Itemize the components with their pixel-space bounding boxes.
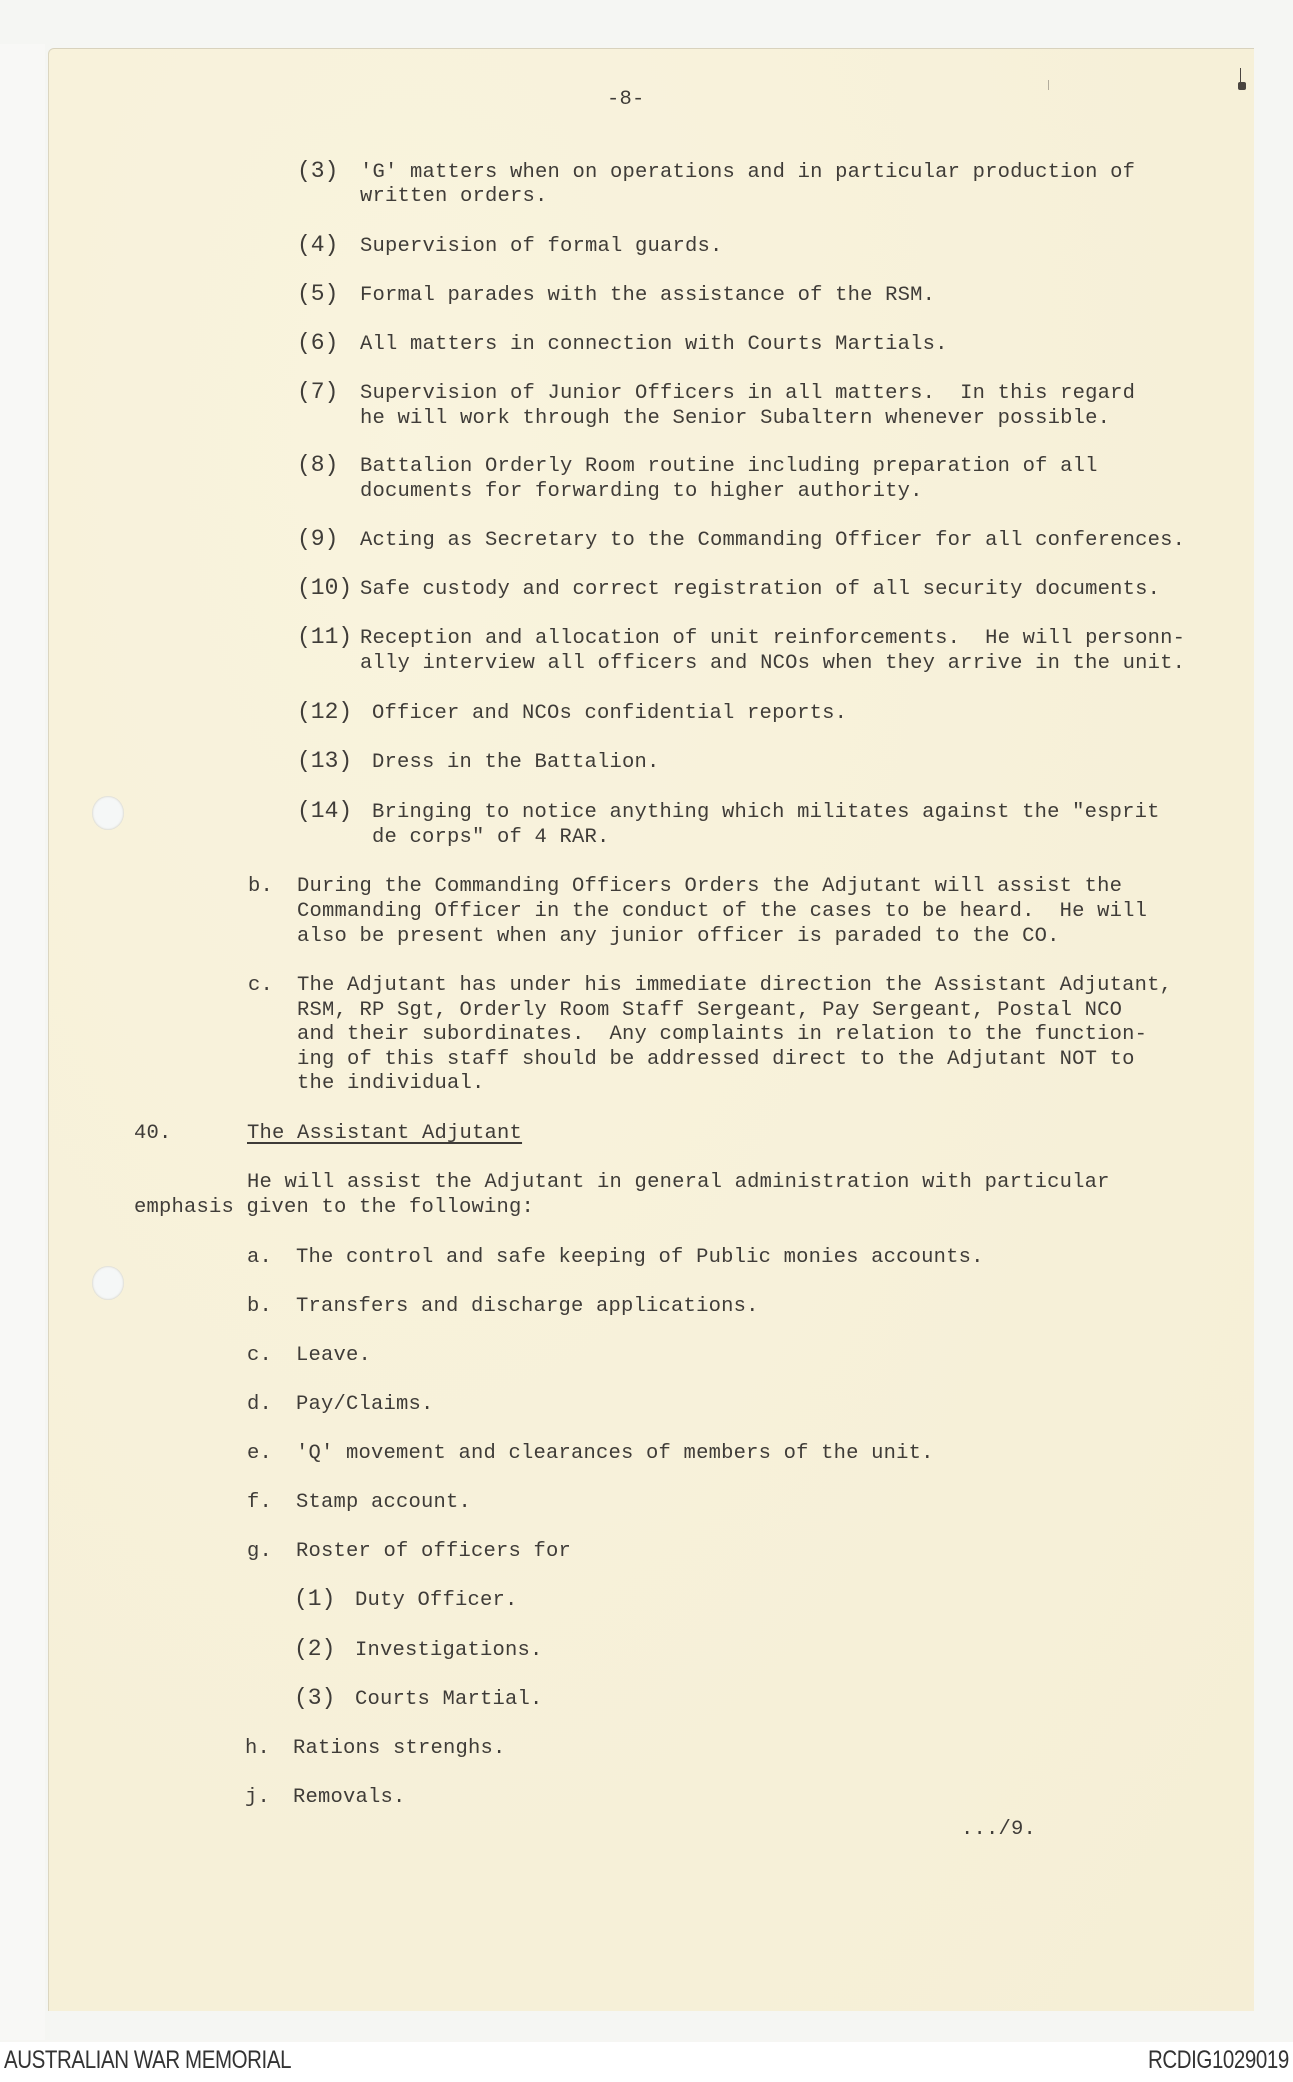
- list-item: The control and safe keeping of Public monies accounts.: [296, 1246, 984, 1269]
- item-text: Safe custody and correct registration of all security documents.: [360, 578, 1161, 601]
- item-text: Bringing to notice anything which militates against the "esprit: [372, 801, 1160, 824]
- item-text: de corps" of 4 RAR.: [372, 826, 610, 849]
- paragraph-text: During the Commanding Officers Orders the Adjutant will assist the: [297, 875, 1123, 898]
- record-id: RCDIG1029019: [1148, 2046, 1289, 2074]
- item-text: ally interview all officers and NCOs when they arrive in the unit.: [360, 652, 1186, 675]
- list-letter: h.: [245, 1737, 271, 1760]
- paragraph-text: the individual.: [297, 1072, 485, 1095]
- item-number: (7): [297, 379, 339, 405]
- section-intro: emphasis given to the following:: [134, 1196, 535, 1219]
- list-item: Transfers and discharge applications.: [296, 1295, 759, 1318]
- item-number: (4): [297, 232, 339, 258]
- institution-label: AUSTRALIAN WAR MEMORIAL: [4, 2046, 292, 2074]
- item-number: (5): [297, 281, 339, 307]
- item-text: Acting as Secretary to the Commanding Officer for all conferences.: [360, 529, 1186, 552]
- list-letter: j.: [245, 1786, 271, 1809]
- item-number: (3): [297, 158, 339, 184]
- item-number: (10): [297, 575, 353, 601]
- item-number: (14): [297, 798, 353, 824]
- ink-mark: [1240, 68, 1241, 88]
- item-text: Dress in the Battalion.: [372, 751, 660, 774]
- ink-mark: [1048, 80, 1049, 90]
- item-number: (6): [297, 330, 339, 356]
- item-text: written orders.: [360, 185, 548, 208]
- paragraph-letter: b.: [248, 875, 274, 898]
- item-number: (9): [297, 526, 339, 552]
- item-number: (12): [297, 699, 353, 725]
- list-item: 'Q' movement and clearances of members of the unit.: [296, 1442, 934, 1465]
- list-letter: e.: [247, 1442, 273, 1465]
- item-text: he will work through the Senior Subaltern whenever possible.: [360, 407, 1111, 430]
- item-text: Battalion Orderly Room routine including preparation of all: [360, 455, 1098, 478]
- scan-edge: [0, 44, 45, 2040]
- list-item: Leave.: [296, 1344, 372, 1367]
- list-item: Pay/Claims.: [296, 1393, 434, 1416]
- paragraph-letter: c.: [248, 974, 274, 997]
- list-letter: b.: [247, 1295, 273, 1318]
- section-intro: He will assist the Adjutant in general administration with particular: [247, 1171, 1110, 1194]
- continuation-marker: .../9.: [961, 1818, 1037, 1841]
- paragraph-text: also be present when any junior officer is paraded to the CO.: [297, 925, 1060, 948]
- list-letter: a.: [247, 1246, 273, 1269]
- sub-item-number: (2): [294, 1636, 336, 1662]
- item-text: Reception and allocation of unit reinforcements. He will personn-: [360, 627, 1186, 650]
- paragraph-text: and their subordinates. Any complaints in relation to the function-: [297, 1023, 1148, 1046]
- paragraph-text: The Adjutant has under his immediate direction the Assistant Adjutant,: [297, 974, 1173, 997]
- item-number: (8): [297, 452, 339, 478]
- page-number: -8-: [607, 88, 645, 111]
- list-item: Stamp account.: [296, 1491, 472, 1514]
- item-number: (13): [297, 748, 353, 774]
- section-number: 40.: [134, 1122, 172, 1145]
- paragraph-text: RSM, RP Sgt, Orderly Room Staff Sergeant, Pay Sergeant, Postal NCO: [297, 999, 1123, 1022]
- item-text: Supervision of formal guards.: [360, 235, 723, 258]
- list-item: Removals.: [293, 1786, 406, 1809]
- sub-item: Investigations.: [355, 1639, 543, 1662]
- list-letter: c.: [247, 1344, 273, 1367]
- list-letter: d.: [247, 1393, 273, 1416]
- sub-item-number: (3): [294, 1685, 336, 1711]
- sub-item: Courts Martial.: [355, 1688, 543, 1711]
- punch-hole: [92, 796, 124, 830]
- sub-item-number: (1): [294, 1586, 336, 1612]
- list-item: Roster of officers for: [296, 1540, 572, 1563]
- item-number: (11): [297, 624, 353, 650]
- paragraph-text: ing of this staff should be addressed direct to the Adjutant NOT to: [297, 1048, 1135, 1071]
- list-letter: f.: [247, 1491, 273, 1514]
- sub-item: Duty Officer.: [355, 1589, 518, 1612]
- item-text: Supervision of Junior Officers in all matters. In this regard: [360, 382, 1136, 405]
- item-text: All matters in connection with Courts Martials.: [360, 333, 948, 356]
- list-item: Rations strenghs.: [293, 1737, 506, 1760]
- punch-hole: [92, 1266, 124, 1300]
- item-text: documents for forwarding to higher authority.: [360, 480, 923, 503]
- item-text: Officer and NCOs confidential reports.: [372, 702, 848, 725]
- paragraph-text: Commanding Officer in the conduct of the cases to be heard. He will: [297, 900, 1148, 923]
- item-text: 'G' matters when on operations and in particular production of: [360, 161, 1136, 184]
- list-letter: g.: [247, 1540, 273, 1563]
- item-text: Formal parades with the assistance of the RSM.: [360, 284, 936, 307]
- section-heading: The Assistant Adjutant: [247, 1122, 523, 1145]
